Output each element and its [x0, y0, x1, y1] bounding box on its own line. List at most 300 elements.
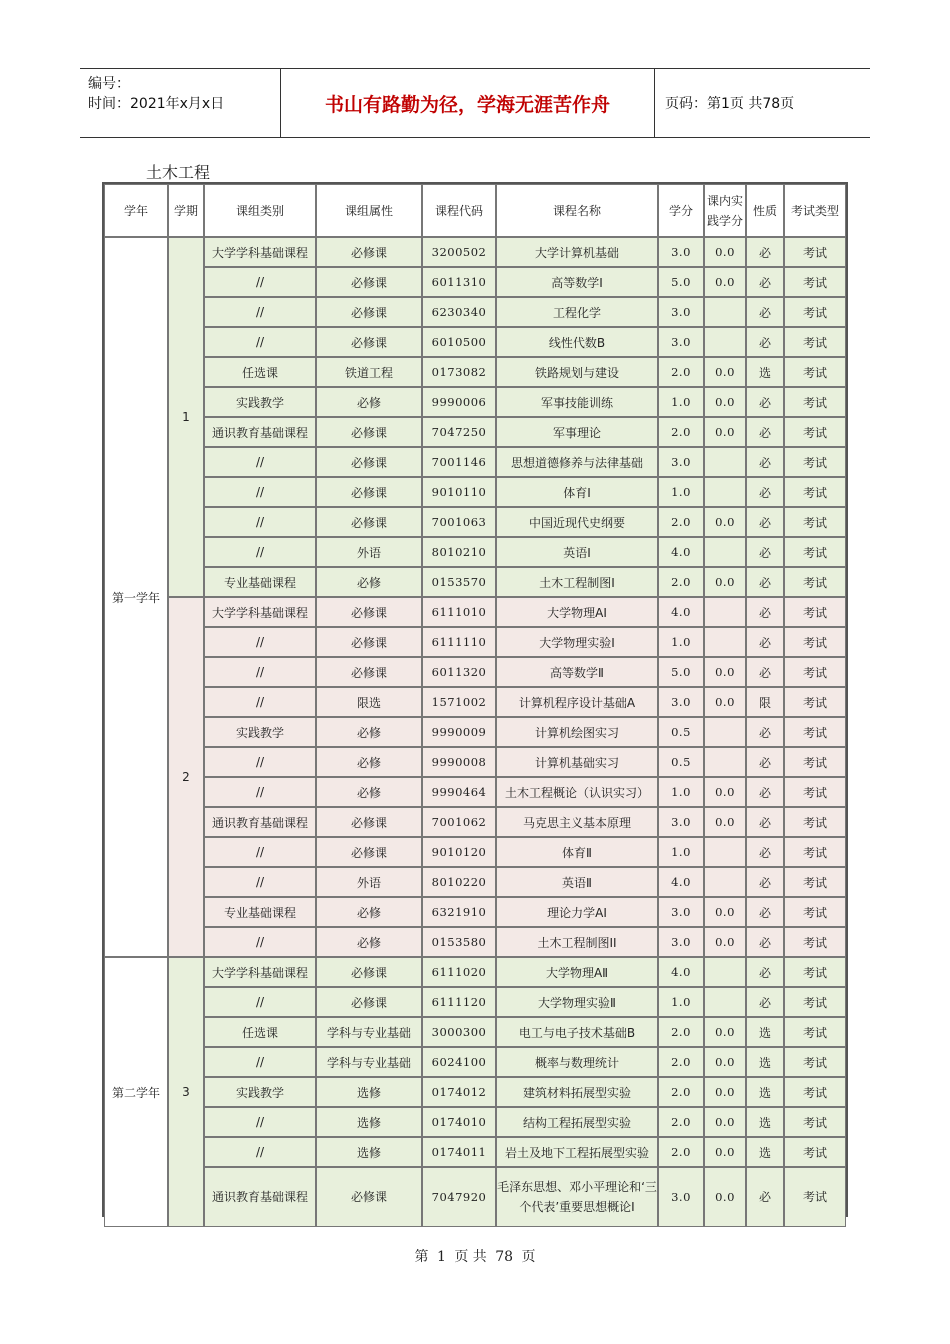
cell-course-code: 9990009 [422, 717, 496, 747]
cell-practice-credits [704, 987, 746, 1017]
cell-group-category: 大学学科基础课程 [204, 957, 316, 987]
curriculum-table-frame [102, 182, 848, 1217]
cell-exam-type: 考试 [784, 297, 846, 327]
cell-credits: 1.0 [658, 837, 704, 867]
cell-course-name: 大学计算机基础 [496, 237, 658, 267]
cell-practice-credits: 0.0 [704, 1047, 746, 1077]
cell-nature: 必 [746, 987, 784, 1017]
cell-course-code: 7001063 [422, 507, 496, 537]
cell-course-name: 工程化学 [496, 297, 658, 327]
cell-group-category: // [204, 777, 316, 807]
cell-exam-type: 考试 [784, 1137, 846, 1167]
cell-course-name: 军事技能训练 [496, 387, 658, 417]
cell-group-attribute: 必修课 [316, 237, 422, 267]
motto: 书山有路勤为径，学海无涯苦作舟 [281, 69, 655, 137]
cell-credits: 5.0 [658, 657, 704, 687]
cell-group-category: // [204, 987, 316, 1017]
page-footer [0, 1246, 950, 1266]
cell-group-attribute: 必修课 [316, 657, 422, 687]
cell-group-category: // [204, 867, 316, 897]
cell-nature: 必 [746, 897, 784, 927]
cell-course-code: 9990006 [422, 387, 496, 417]
cell-credits: 5.0 [658, 267, 704, 297]
cell-exam-type: 考试 [784, 987, 846, 1017]
cell-course-code: 0153570 [422, 567, 496, 597]
cell-credits: 3.0 [658, 297, 704, 327]
cell-exam-type: 考试 [784, 477, 846, 507]
cell-course-code: 6111020 [422, 957, 496, 987]
cell-credits: 2.0 [658, 1137, 704, 1167]
cell-exam-type: 考试 [784, 1077, 846, 1107]
cell-practice-credits: 0.0 [704, 927, 746, 957]
cell-credits: 2.0 [658, 1047, 704, 1077]
table-row [104, 717, 846, 747]
cell-course-name: 结构工程拓展型实验 [496, 1107, 658, 1137]
cell-nature: 必 [746, 657, 784, 687]
cell-group-attribute: 必修课 [316, 417, 422, 447]
cell-credits: 3.0 [658, 447, 704, 477]
cell-exam-type: 考试 [784, 1017, 846, 1047]
cell-nature: 必 [746, 777, 784, 807]
cell-course-code: 6111120 [422, 987, 496, 1017]
cell-exam-type: 考试 [784, 717, 846, 747]
cell-course-code: 6011320 [422, 657, 496, 687]
cell-practice-credits: 0.0 [704, 807, 746, 837]
cell-course-name: 毛泽东思想、邓小平理论和‘三个代表’重要思想概论Ⅰ [496, 1167, 658, 1227]
cell-nature: 必 [746, 447, 784, 477]
cell-group-category: 任选课 [204, 357, 316, 387]
cell-course-name: 电工与电子技术基础B [496, 1017, 658, 1047]
footer-prefix: 第 [414, 1249, 429, 1265]
cell-course-name: 马克思主义基本原理 [496, 807, 658, 837]
table-row [104, 987, 846, 1017]
cell-group-category: // [204, 267, 316, 297]
cell-group-category: 通识教育基础课程 [204, 1167, 316, 1227]
table-row [104, 897, 846, 927]
table-row [104, 417, 846, 447]
cell-group-category: 实践教学 [204, 1077, 316, 1107]
cell-course-name: 大学物理AⅡ [496, 957, 658, 987]
cell-group-category: // [204, 627, 316, 657]
cell-group-attribute: 必修 [316, 927, 422, 957]
table-row [104, 567, 846, 597]
cell-course-code: 8010210 [422, 537, 496, 567]
cell-course-code: 9990008 [422, 747, 496, 777]
cell-course-name: 铁路规划与建设 [496, 357, 658, 387]
cell-nature: 必 [746, 1167, 784, 1227]
col-header-term: 学期 [168, 184, 204, 237]
cell-course-code: 6230340 [422, 297, 496, 327]
cell-group-attribute: 选修 [316, 1077, 422, 1107]
cell-course-name: 高等数学Ⅰ [496, 267, 658, 297]
col-header-nature: 性质 [746, 184, 784, 237]
cell-course-name: 高等数学Ⅱ [496, 657, 658, 687]
cell-group-attribute: 必修课 [316, 837, 422, 867]
col-header-credits: 学分 [658, 184, 704, 237]
cell-practice-credits: 0.0 [704, 1167, 746, 1227]
cell-nature: 必 [746, 867, 784, 897]
cell-practice-credits [704, 747, 746, 777]
col-header-practice-credits: 课内实践学分 [704, 184, 746, 237]
cell-group-category: 通识教育基础课程 [204, 807, 316, 837]
cell-nature: 必 [746, 807, 784, 837]
cell-course-code: 7001062 [422, 807, 496, 837]
cell-course-name: 体育Ⅰ [496, 477, 658, 507]
cell-group-attribute: 必修课 [316, 507, 422, 537]
cell-course-name: 理论力学AⅠ [496, 897, 658, 927]
cell-group-category: 任选课 [204, 1017, 316, 1047]
cell-course-name: 大学物理AⅠ [496, 597, 658, 627]
cell-exam-type: 考试 [784, 597, 846, 627]
cell-course-name: 计算机程序设计基础A [496, 687, 658, 717]
cell-credits: 0.5 [658, 747, 704, 777]
cell-nature: 限 [746, 687, 784, 717]
cell-course-code: 6024100 [422, 1047, 496, 1077]
cell-exam-type: 考试 [784, 837, 846, 867]
cell-group-attribute: 选修 [316, 1137, 422, 1167]
cell-exam-type: 考试 [784, 357, 846, 387]
cell-nature: 必 [746, 837, 784, 867]
table-row [104, 357, 846, 387]
cell-practice-credits [704, 537, 746, 567]
cell-credits: 1.0 [658, 477, 704, 507]
table-row [104, 777, 846, 807]
cell-group-category: // [204, 1047, 316, 1077]
cell-course-name: 岩土及地下工程拓展型实验 [496, 1137, 658, 1167]
cell-course-code: 0174010 [422, 1107, 496, 1137]
cell-credits: 3.0 [658, 897, 704, 927]
col-header-group-category: 课组类别 [204, 184, 316, 237]
table-row [104, 1017, 846, 1047]
cell-group-category: // [204, 747, 316, 777]
cell-exam-type: 考试 [784, 897, 846, 927]
cell-exam-type: 考试 [784, 327, 846, 357]
year-cell: 第一学年 [104, 237, 168, 957]
col-header-year: 学年 [104, 184, 168, 237]
cell-practice-credits: 0.0 [704, 1077, 746, 1107]
cell-exam-type: 考试 [784, 807, 846, 837]
table-row [104, 1047, 846, 1077]
cell-exam-type: 考试 [784, 237, 846, 267]
cell-course-code: 6010500 [422, 327, 496, 357]
table-row [104, 927, 846, 957]
cell-practice-credits: 0.0 [704, 417, 746, 447]
cell-course-name: 土木工程制图II [496, 927, 658, 957]
code-label: 编号： [88, 76, 130, 92]
cell-course-code: 3000300 [422, 1017, 496, 1047]
table-row [104, 477, 846, 507]
cell-exam-type: 考试 [784, 567, 846, 597]
cell-group-attribute: 必修课 [316, 1167, 422, 1227]
cell-practice-credits: 0.0 [704, 267, 746, 297]
cell-practice-credits: 0.0 [704, 657, 746, 687]
cell-credits: 2.0 [658, 507, 704, 537]
cell-practice-credits: 0.0 [704, 567, 746, 597]
cell-practice-credits: 0.0 [704, 897, 746, 927]
cell-nature: 选 [746, 1107, 784, 1137]
cell-course-code: 0173082 [422, 357, 496, 387]
cell-credits: 2.0 [658, 1017, 704, 1047]
cell-group-category: // [204, 1107, 316, 1137]
cell-course-code: 9010110 [422, 477, 496, 507]
cell-exam-type: 考试 [784, 537, 846, 567]
cell-practice-credits: 0.0 [704, 1107, 746, 1137]
cell-practice-credits: 0.0 [704, 1137, 746, 1167]
cell-course-name: 军事理论 [496, 417, 658, 447]
cell-group-attribute: 必修课 [316, 807, 422, 837]
table-row [104, 1077, 846, 1107]
cell-nature: 必 [746, 297, 784, 327]
table-row [104, 1137, 846, 1167]
cell-credits: 4.0 [658, 597, 704, 627]
cell-group-attribute: 必修课 [316, 477, 422, 507]
cell-course-code: 7001146 [422, 447, 496, 477]
cell-group-category: 实践教学 [204, 717, 316, 747]
cell-course-code: 1571002 [422, 687, 496, 717]
cell-credits: 2.0 [658, 417, 704, 447]
cell-exam-type: 考试 [784, 867, 846, 897]
cell-group-category: // [204, 327, 316, 357]
cell-nature: 必 [746, 747, 784, 777]
cell-group-attribute: 选修 [316, 1107, 422, 1137]
cell-exam-type: 考试 [784, 267, 846, 297]
cell-course-code: 6011310 [422, 267, 496, 297]
cell-nature: 必 [746, 627, 784, 657]
cell-exam-type: 考试 [784, 1107, 846, 1137]
cell-group-category: 大学学科基础课程 [204, 597, 316, 627]
col-header-course-code: 课程代码 [422, 184, 496, 237]
cell-practice-credits [704, 327, 746, 357]
doc-title: 土木工程 [146, 163, 211, 182]
term-cell: 3 [168, 957, 204, 1227]
cell-credits: 3.0 [658, 1167, 704, 1227]
table-row [104, 627, 846, 657]
cell-group-category: // [204, 1137, 316, 1167]
cell-course-code: 7047920 [422, 1167, 496, 1227]
cell-practice-credits: 0.0 [704, 387, 746, 417]
table-row [104, 957, 846, 987]
table-row [104, 297, 846, 327]
table-body [104, 237, 846, 1227]
cell-group-category: 通识教育基础课程 [204, 417, 316, 447]
cell-group-attribute: 必修课 [316, 267, 422, 297]
cell-exam-type: 考试 [784, 687, 846, 717]
cell-credits: 3.0 [658, 927, 704, 957]
cell-course-code: 0174012 [422, 1077, 496, 1107]
cell-exam-type: 考试 [784, 627, 846, 657]
cell-nature: 必 [746, 387, 784, 417]
cell-practice-credits: 0.0 [704, 357, 746, 387]
cell-nature: 必 [746, 237, 784, 267]
cell-group-attribute: 必修课 [316, 297, 422, 327]
cell-course-name: 土木工程制图Ⅰ [496, 567, 658, 597]
cell-group-category: // [204, 537, 316, 567]
cell-practice-credits: 0.0 [704, 687, 746, 717]
table-row [104, 657, 846, 687]
cell-course-name: 计算机基础实习 [496, 747, 658, 777]
cell-group-attribute: 外语 [316, 537, 422, 567]
cell-group-attribute: 限选 [316, 687, 422, 717]
table-row [104, 447, 846, 477]
cell-group-category: 专业基础课程 [204, 567, 316, 597]
cell-exam-type: 考试 [784, 1047, 846, 1077]
cell-group-attribute: 必修 [316, 897, 422, 927]
cell-nature: 必 [746, 717, 784, 747]
col-header-group-attribute: 课组属性 [316, 184, 422, 237]
table-row [104, 237, 846, 267]
cell-nature: 选 [746, 1137, 784, 1167]
cell-credits: 4.0 [658, 537, 704, 567]
cell-course-name: 概率与数理统计 [496, 1047, 658, 1077]
cell-credits: 4.0 [658, 867, 704, 897]
table-row [104, 687, 846, 717]
cell-course-name: 大学物理实验Ⅰ [496, 627, 658, 657]
table-row [104, 597, 846, 627]
table-row [104, 507, 846, 537]
table-header-row [104, 184, 846, 237]
cell-course-name: 土木工程概论（认识实习） [496, 777, 658, 807]
cell-practice-credits: 0.0 [704, 1017, 746, 1047]
cell-exam-type: 考试 [784, 657, 846, 687]
cell-group-attribute: 必修课 [316, 987, 422, 1017]
cell-credits: 1.0 [658, 387, 704, 417]
cell-group-category: // [204, 837, 316, 867]
page-header [80, 68, 870, 138]
table-row [104, 807, 846, 837]
cell-credits: 3.0 [658, 807, 704, 837]
cell-exam-type: 考试 [784, 507, 846, 537]
footer-suffix: 页 [521, 1249, 536, 1265]
cell-group-attribute: 必修 [316, 387, 422, 417]
cell-nature: 选 [746, 1017, 784, 1047]
footer-page-number: 1 [436, 1249, 446, 1265]
cell-group-category: 实践教学 [204, 387, 316, 417]
cell-group-category: // [204, 477, 316, 507]
cell-practice-credits [704, 447, 746, 477]
table-row [104, 837, 846, 867]
cell-course-code: 0153580 [422, 927, 496, 957]
cell-group-category: // [204, 657, 316, 687]
cell-credits: 2.0 [658, 1077, 704, 1107]
col-header-course-name: 课程名称 [496, 184, 658, 237]
cell-credits: 3.0 [658, 687, 704, 717]
cell-exam-type: 考试 [784, 1167, 846, 1227]
cell-course-name: 英语Ⅱ [496, 867, 658, 897]
cell-nature: 选 [746, 1047, 784, 1077]
cell-nature: 选 [746, 357, 784, 387]
cell-course-code: 9990464 [422, 777, 496, 807]
footer-total-pages: 78 [495, 1249, 514, 1265]
cell-group-attribute: 学科与专业基础 [316, 1017, 422, 1047]
cell-course-name: 中国近现代史纲要 [496, 507, 658, 537]
table-row [104, 537, 846, 567]
cell-course-name: 体育Ⅱ [496, 837, 658, 867]
cell-practice-credits [704, 867, 746, 897]
cell-group-attribute: 必修课 [316, 327, 422, 357]
cell-group-category: 大学学科基础课程 [204, 237, 316, 267]
cell-nature: 必 [746, 567, 784, 597]
cell-course-name: 英语Ⅰ [496, 537, 658, 567]
cell-course-code: 3200502 [422, 237, 496, 267]
cell-group-attribute: 学科与专业基础 [316, 1047, 422, 1077]
cell-course-name: 思想道德修养与法律基础 [496, 447, 658, 477]
cell-credits: 4.0 [658, 957, 704, 987]
cell-nature: 必 [746, 957, 784, 987]
cell-practice-credits [704, 297, 746, 327]
cell-nature: 必 [746, 537, 784, 567]
cell-practice-credits [704, 717, 746, 747]
cell-credits: 1.0 [658, 987, 704, 1017]
cell-exam-type: 考试 [784, 957, 846, 987]
header-meta [80, 69, 281, 137]
curriculum-table [104, 184, 846, 1227]
cell-practice-credits: 0.0 [704, 237, 746, 267]
cell-nature: 必 [746, 597, 784, 627]
cell-exam-type: 考试 [784, 417, 846, 447]
cell-group-attribute: 必修 [316, 777, 422, 807]
cell-practice-credits: 0.0 [704, 777, 746, 807]
cell-group-attribute: 必修 [316, 747, 422, 777]
cell-credits: 3.0 [658, 327, 704, 357]
cell-group-attribute: 外语 [316, 867, 422, 897]
cell-course-name: 建筑材料拓展型实验 [496, 1077, 658, 1107]
cell-exam-type: 考试 [784, 447, 846, 477]
term-cell: 2 [168, 597, 204, 957]
cell-nature: 必 [746, 477, 784, 507]
table-row [104, 1167, 846, 1227]
table-row [104, 327, 846, 357]
table-row [104, 267, 846, 297]
cell-group-attribute: 必修 [316, 717, 422, 747]
cell-group-attribute: 必修课 [316, 627, 422, 657]
cell-credits: 2.0 [658, 567, 704, 597]
page-info: 页码：第1页 共78页 [665, 96, 795, 112]
cell-nature: 必 [746, 927, 784, 957]
cell-course-name: 大学物理实验Ⅱ [496, 987, 658, 1017]
cell-credits: 0.5 [658, 717, 704, 747]
date-label: 时间：2021年x月x日 [88, 96, 225, 112]
cell-course-name: 线性代数B [496, 327, 658, 357]
cell-exam-type: 考试 [784, 387, 846, 417]
table-row [104, 867, 846, 897]
cell-nature: 必 [746, 417, 784, 447]
cell-course-name: 计算机绘图实习 [496, 717, 658, 747]
cell-course-code: 7047250 [422, 417, 496, 447]
cell-practice-credits [704, 837, 746, 867]
col-header-exam-type: 考试类型 [784, 184, 846, 237]
cell-group-category: // [204, 927, 316, 957]
cell-group-attribute: 必修课 [316, 447, 422, 477]
cell-group-attribute: 必修课 [316, 957, 422, 987]
cell-exam-type: 考试 [784, 777, 846, 807]
year-cell: 第二学年 [104, 957, 168, 1227]
cell-credits: 2.0 [658, 1107, 704, 1137]
cell-exam-type: 考试 [784, 747, 846, 777]
footer-mid: 页 共 [454, 1249, 487, 1265]
cell-practice-credits [704, 627, 746, 657]
cell-course-code: 6111110 [422, 627, 496, 657]
cell-group-category: // [204, 507, 316, 537]
cell-group-category: // [204, 687, 316, 717]
table-row [104, 1107, 846, 1137]
cell-credits: 2.0 [658, 357, 704, 387]
cell-course-code: 6321910 [422, 897, 496, 927]
cell-course-code: 0174011 [422, 1137, 496, 1167]
cell-course-code: 8010220 [422, 867, 496, 897]
cell-group-attribute: 铁道工程 [316, 357, 422, 387]
table-row [104, 387, 846, 417]
cell-nature: 必 [746, 507, 784, 537]
